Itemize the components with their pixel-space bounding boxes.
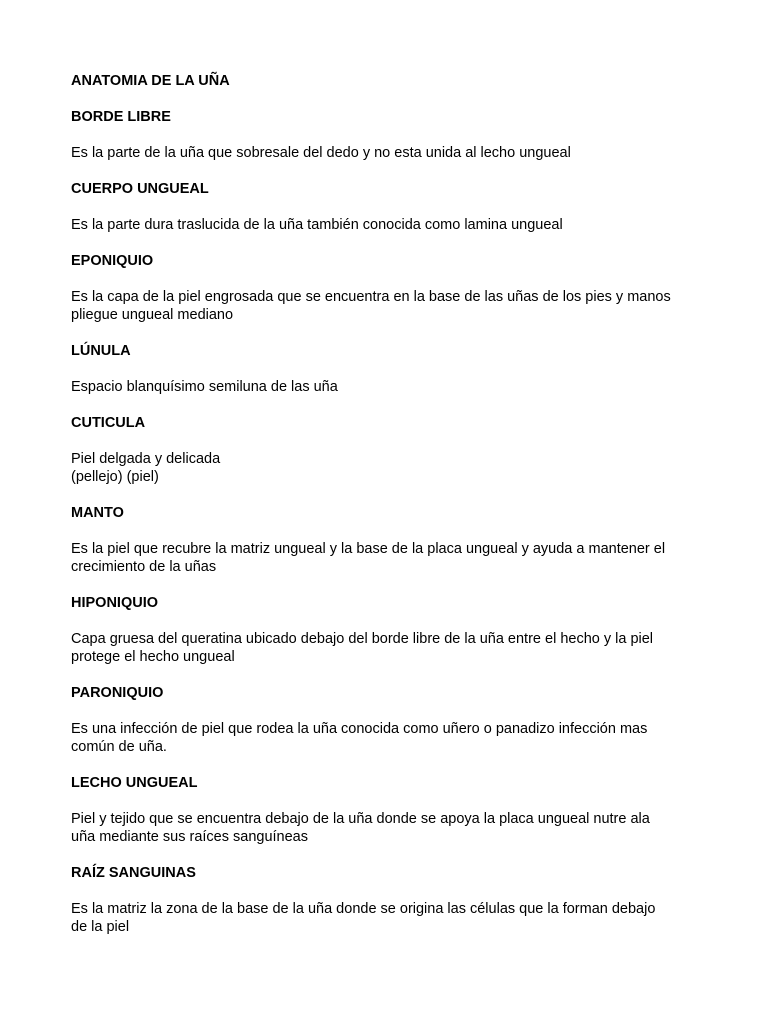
section-heading: LÚNULA (71, 343, 131, 359)
section-lecho-ungueal (71, 775, 711, 846)
section-definition: Espacio blanquísimo semiluna de las uña (71, 379, 338, 395)
section-heading: BORDE LIBRE (71, 109, 171, 125)
section-heading: MANTO (71, 505, 124, 521)
section-definition: Es una infección de piel que rodea la uña conocida como uñero o panadizo infección mas común de uña. (71, 721, 648, 755)
section-cuerpo-ungueal (71, 181, 711, 234)
section-manto (71, 505, 711, 576)
section-definition: Es la capa de la piel engrosada que se encuentra en la base de las uñas de los pies y manos pliegue ungueal mediano (71, 289, 671, 323)
section-definition: Piel delgada y delicada (pellejo) (piel) (71, 451, 221, 485)
section-definition: Capa gruesa del queratina ubicado debajo del borde libre de la uña entre el hecho y la piel protege el hecho ungueal (71, 631, 654, 665)
section-definition: Piel y tejido que se encuentra debajo de la uña donde se apoya la placa ungueal nutre ala uña mediante sus raíces sanguíneas (71, 811, 650, 845)
section-lunula (71, 343, 711, 396)
section-heading: CUTICULA (71, 415, 146, 431)
section-definition: Es la piel que recubre la matriz ungueal y la base de la placa ungueal y ayuda a mantener el crecimiento de la uñas (71, 541, 666, 575)
section-hiponiquio (71, 595, 711, 666)
document-page (71, 73, 711, 936)
document-title: ANATOMIA DE LA UÑA (71, 73, 230, 89)
section-heading: RAÍZ SANGUINAS (71, 865, 196, 881)
section-heading: CUERPO UNGUEAL (71, 181, 209, 197)
section-definition: Es la parte de la uña que sobresale del dedo y no esta unida al lecho ungueal (71, 145, 571, 161)
section-raiz-sanguinas (71, 865, 711, 936)
section-definition: Es la parte dura traslucida de la uña también conocida como lamina ungueal (71, 217, 563, 233)
section-paroniquio (71, 685, 711, 756)
section-eponiquio (71, 253, 711, 324)
section-definition: Es la matriz la zona de la base de la uña donde se origina las células que la forman debajo de la piel (71, 901, 656, 935)
section-heading: HIPONIQUIO (71, 595, 159, 611)
section-borde-libre (71, 109, 711, 162)
section-heading: EPONIQUIO (71, 253, 154, 269)
section-heading: PARONIQUIO (71, 685, 164, 701)
section-cuticula (71, 415, 711, 486)
section-heading: LECHO UNGUEAL (71, 775, 198, 791)
